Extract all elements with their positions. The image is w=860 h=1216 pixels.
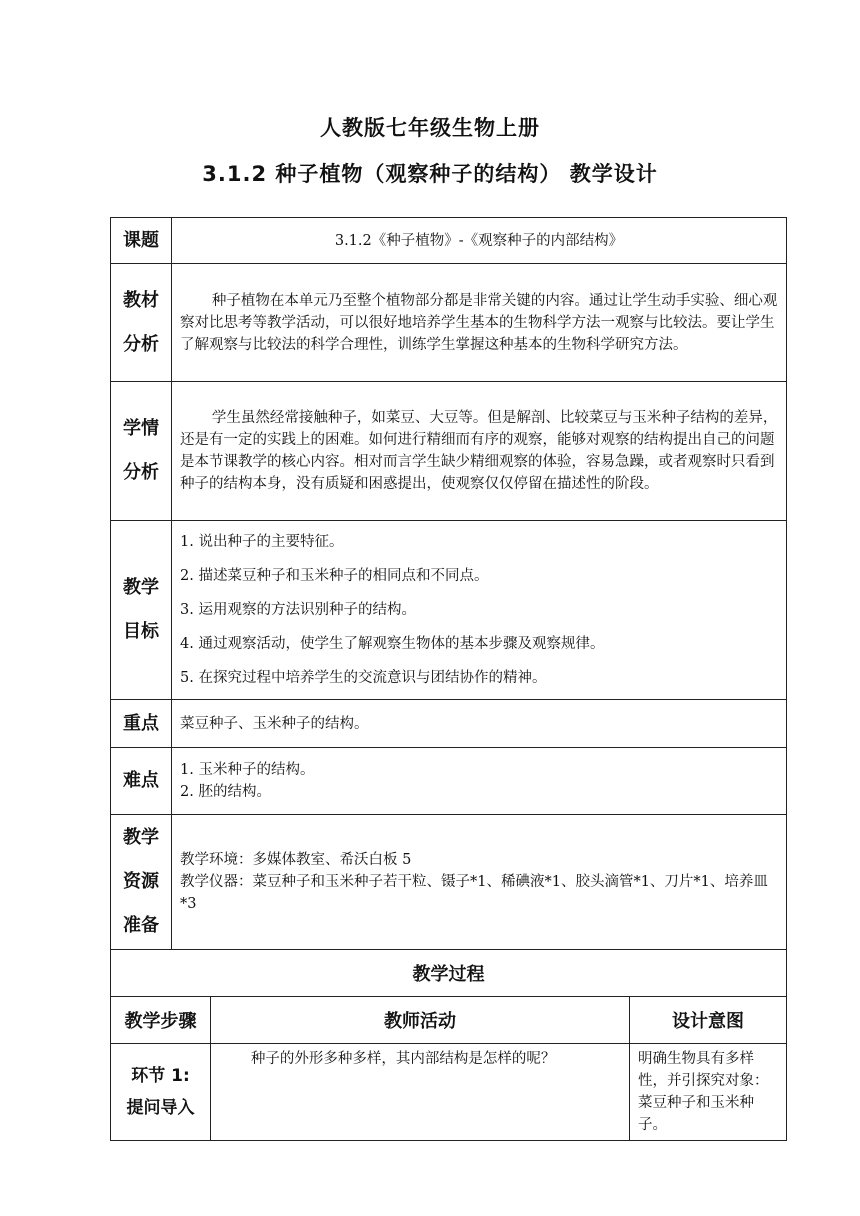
- process-step: [111, 1044, 211, 1141]
- label-goals-line2: 目标: [123, 621, 159, 642]
- header-step: 教学步骤: [111, 997, 211, 1044]
- label-difficulty: 难点: [111, 748, 172, 815]
- goal-item: 3. 运用观察的方法识别种子的结构。: [180, 602, 416, 618]
- goal-item: 2. 描述菜豆种子和玉米种子的相同点和不同点。: [180, 568, 489, 584]
- row-goals: [111, 521, 787, 700]
- row-process-header: [111, 997, 787, 1044]
- label-material-line1: 教材: [123, 289, 159, 311]
- row-resources: [111, 815, 787, 950]
- label-material: [111, 264, 172, 382]
- students-text: 学生虽然经常接触种子，如菜豆、大豆等。但是解剖、比较菜豆与玉米种子结构的差异，还是有一定的实践上的困难。如何进行精细而有序的观察，能够对观察的结构提出自己的问题是本节课教学的核心内容。相对而言学生缺少精细观察的体验，容易急躁，或者观察时只看到种子的结构本身，没有质疑和困惑提出，使观察仅仅停留在描述性的阶段。: [180, 410, 778, 492]
- value-difficulty: [172, 748, 787, 815]
- goal-item: 5. 在探究过程中培养学生的交流意识与团结协作的精神。: [180, 670, 547, 686]
- value-key: 菜豆种子、玉米种子的结构。: [172, 700, 787, 748]
- label-topic: 课题: [111, 218, 172, 264]
- header-teacher: 教师活动: [211, 997, 630, 1044]
- label-key: 重点: [111, 700, 172, 748]
- row-difficulty: [111, 748, 787, 815]
- process-row: [111, 1044, 787, 1141]
- lesson-plan-table: [110, 217, 787, 1141]
- difficulty-item: 2. 胚的结构。: [180, 784, 271, 800]
- label-resources: [111, 815, 172, 950]
- goal-item: 1. 说出种子的主要特征。: [180, 534, 344, 550]
- process-step-line2: 提问导入: [126, 1098, 195, 1118]
- difficulty-item: 1. 玉米种子的结构。: [180, 762, 315, 778]
- value-resources: [172, 815, 787, 950]
- teacher-activity-text: 种子的外形多种多样，其内部结构是怎样的呢？: [250, 1051, 556, 1067]
- value-goals: [172, 521, 787, 700]
- row-topic: [111, 218, 787, 264]
- row-key: [111, 700, 787, 748]
- process-teacher-activity: [211, 1044, 630, 1141]
- label-resources-line2: 资源: [123, 871, 159, 892]
- document-title: 人教版七年级生物上册: [320, 116, 540, 140]
- row-process-title: [111, 950, 787, 997]
- material-text: 种子植物在本单元乃至整个植物部分都是非常关键的内容。通过让学生动手实验、细心观察对比思考等教学活动，可以很好地培养学生基本的生物科学方法一观察与比较法。要让学生了解观察与比较法的科学合理性，训练学生掌握这种基本的生物科学研究方法。: [180, 292, 778, 353]
- value-material: [172, 264, 787, 382]
- label-students: [111, 382, 172, 521]
- resources-equipment: 教学仪器：菜豆种子和玉米种子若干粒、镊子*1、稀碘液*1、胶头滴管*1、刀片*1、培养皿*3: [180, 874, 768, 912]
- row-students: [111, 382, 787, 521]
- label-goals: [111, 521, 172, 700]
- resources-environment: 教学环境：多媒体教室、希沃白板 5: [180, 852, 412, 868]
- label-students-line2: 分析: [123, 462, 159, 483]
- row-material: [111, 264, 787, 382]
- label-goals-line1: 教学: [123, 577, 159, 598]
- label-resources-line1: 教学: [123, 827, 159, 848]
- header-intent: 设计意图: [630, 997, 787, 1044]
- value-topic: 3.1.2《种子植物》-《观察种子的内部结构》: [172, 218, 787, 264]
- label-resources-line3: 准备: [123, 915, 159, 936]
- document-subtitle: 3.1.2 种子植物（观察种子的结构） 教学设计: [202, 162, 658, 186]
- process-step-line1: 环节 1:: [131, 1066, 190, 1086]
- label-students-line1: 学情: [123, 418, 159, 439]
- label-material-line2: 分析: [123, 333, 159, 355]
- value-students: [172, 382, 787, 521]
- process-design-intent: 明确生物具有多样性，并引探究对象：菜豆种子和玉米种子。: [630, 1044, 787, 1141]
- goal-item: 4. 通过观察活动，使学生了解观察生物体的基本步骤及观察规律。: [180, 636, 605, 652]
- process-title: 教学过程: [111, 950, 787, 997]
